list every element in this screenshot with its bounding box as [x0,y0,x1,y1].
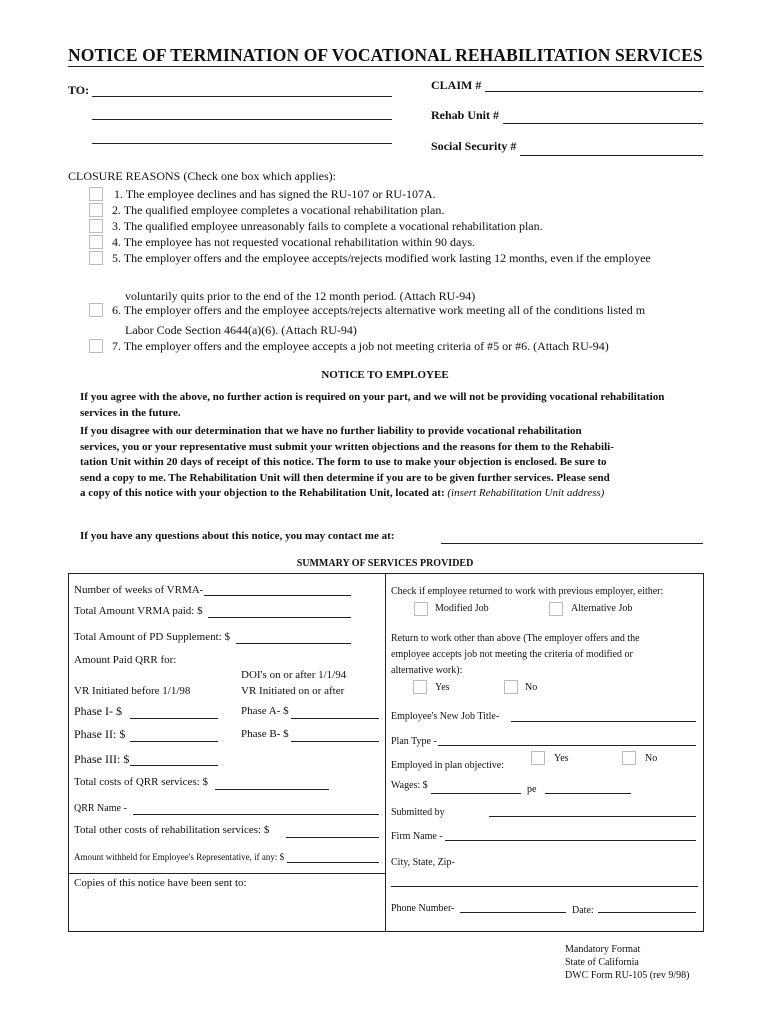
footer-form-number: DWC Form RU-105 (rev 9/98) [565,970,690,981]
amount-qrr-label: Amount Paid QRR for: [74,654,177,666]
phase-3-label: Phase III: $ [74,752,130,766]
weeks-vrma-label: Number of weeks of VRMA- [74,584,204,596]
contact-label: If you have any questions about this notice, you may contact me at: [80,530,395,542]
closure-heading: CLOSURE REASONS (Check one box which applies): [68,169,336,183]
total-qrr-label: Total costs of QRR services: $ [74,776,208,788]
notice-para-2-line-4: send a copy to me. The Rehabilitation Unit will then determine if you are to be given further services. Please send [80,471,610,484]
plan-type-label: Plan Type - [391,736,437,747]
to-line-3[interactable] [92,143,392,144]
rtw-no-checkbox[interactable] [504,680,518,694]
city-state-zip-field[interactable] [391,886,698,887]
new-job-title-label: Employee's New Job Title- [391,711,500,722]
to-line-2[interactable] [92,119,392,120]
rtw-yes-label: Yes [435,682,450,693]
qrr-name-field[interactable] [133,814,379,815]
notice-para-2-line-2: services, you or your representative must submit your written objections and the reasons for them to the Rehabili- [80,440,614,453]
to-label: TO: [68,83,90,97]
withheld-field[interactable] [287,862,379,863]
notice-para-2-line-3: tation Unit within 20 days of receipt of this notice. The form to use to make your objection is enclosed. Be sure to [80,456,607,469]
phone-field[interactable] [460,912,566,913]
total-qrr-field[interactable] [215,789,329,790]
date-label: Date: [572,905,594,916]
summary-left-divider [68,873,385,874]
total-pd-label: Total Amount of PD Supplement: $ [74,631,230,643]
dois-after-label: DOI's on or after 1/1/94 [241,669,347,681]
closure-item-3: 3. The qualified employee unreasonably fails to complete a vocational rehabilitation plan. [112,219,543,233]
date-field[interactable] [598,912,696,913]
employed-yes-label: Yes [554,753,569,764]
closure-checkbox-3[interactable] [89,219,103,233]
submitted-by-label: Submitted by [391,807,445,818]
notice-para-2-line-5-text: a copy of this notice with your objection to the Rehabilitation Unit, located at: [80,487,445,500]
wages-label: Wages: $ [391,780,428,791]
page-title: NOTICE OF TERMINATION OF VOCATIONAL REHABILITATION SERVICES [68,45,703,65]
rtw-line-3: alternative work): [391,665,463,676]
notice-heading: NOTICE TO EMPLOYEE [321,369,449,381]
closure-checkbox-6[interactable] [89,303,103,317]
closure-item-6-cont: Labor Code Section 4644(a)(6). (Attach RU-94) [125,323,357,337]
per-field[interactable] [545,793,631,794]
employed-in-plan-label: Employed in plan objective: [391,760,505,771]
title-rule [68,66,704,67]
rtw-no-label: No [525,682,538,693]
employed-no-label: No [645,753,658,764]
withheld-label: Amount withheld for Employee's Representative, if any: $ [74,852,285,862]
claim-field[interactable] [485,91,703,92]
closure-item-7: 7. The employer offers and the employee accepts a job not meeting criteria of #5 or #6. (Attach RU-94) [112,339,609,353]
check-returned-label: Check if employee returned to work with previous employer, either: [391,586,664,597]
closure-checkbox-4[interactable] [89,235,103,249]
notice-para-2-line-1: If you disagree with our determination that we have no further liability to provide vocational rehabilitation [80,425,582,437]
total-pd-field[interactable] [236,643,351,644]
closure-checkbox-7[interactable] [89,339,103,353]
summary-heading: SUMMARY OF SERVICES PROVIDED [296,558,474,569]
ssn-label: Social Security # [431,139,517,153]
weeks-vrma-field[interactable] [204,595,351,596]
firm-name-label: Firm Name - [391,831,443,842]
rehab-unit-label: Rehab Unit # [431,108,500,122]
closure-checkbox-1[interactable] [89,187,103,201]
phone-label: Phone Number- [391,903,455,914]
closure-checkbox-5[interactable] [89,251,103,265]
city-state-zip-label: City, State, Zip- [391,857,455,868]
closure-item-6: 6. The employer offers and the employee accepts/rejects alternative work meeting all of the conditions listed m [112,303,646,317]
ssn-field[interactable] [520,155,703,156]
employed-yes-checkbox[interactable] [531,751,545,765]
total-vrma-field[interactable] [208,617,351,618]
closure-item-1: 1. The employee declines and has signed the RU-107 or RU-107A. [114,187,436,201]
closure-checkbox-2[interactable] [89,203,103,217]
modified-job-label: Modified Job [435,603,489,614]
phase-a-label: Phase A- $ [241,705,289,717]
footer-state: State of California [565,957,639,968]
summary-divider [385,573,386,931]
notice-para-1: If you agree with the above, no further action is required on your part, and we will not be providing vocational rehabilitation services in the future. [80,391,665,419]
notice-para-2 [80,424,710,502]
employed-no-checkbox[interactable] [622,751,636,765]
rtw-line-2: employee accepts job not meeting the criteria of modified or [391,649,633,660]
rehab-unit-field[interactable] [503,123,703,124]
phase-2-field[interactable] [130,741,218,742]
closure-item-5-cont: voluntarily quits prior to the end of the 12 month period. (Attach RU-94) [125,289,476,303]
alternative-job-label: Alternative Job [571,603,633,614]
copies-label: Copies of this notice have been sent to: [74,877,247,889]
qrr-name-label: QRR Name - [74,803,127,814]
phase-b-label: Phase B- $ [241,728,289,740]
submitted-by-field[interactable] [489,816,696,817]
to-line-1[interactable] [92,96,392,97]
rtw-line-1: Return to work other than above (The employer offers and the [391,633,640,644]
alternative-job-checkbox[interactable] [549,602,563,616]
phase-1-field[interactable] [130,718,218,719]
per-label: pe [527,784,537,795]
phase-2-label: Phase II: $ [74,727,126,741]
footer-mandatory-format: Mandatory Format [565,944,641,955]
firm-name-field[interactable] [445,840,696,841]
contact-field[interactable] [441,543,703,544]
phase-1-label: Phase I- $ [74,704,122,718]
claim-label: CLAIM # [431,78,482,92]
unit-address-placeholder: (insert Rehabilitation Unit address) [447,487,605,500]
wages-field[interactable] [431,793,521,794]
total-vrma-label: Total Amount VRMA paid: $ [74,605,203,617]
new-job-title-field[interactable] [511,721,696,722]
phase-b-field[interactable] [291,741,379,742]
closure-item-4: 4. The employee has not requested vocational rehabilitation within 90 days. [112,235,476,249]
modified-job-checkbox[interactable] [414,602,428,616]
total-other-label: Total other costs of rehabilitation services: $ [74,824,270,836]
total-other-field[interactable] [286,837,379,838]
closure-item-2: 2. The qualified employee completes a vocational rehabilitation plan. [112,203,445,217]
vr-before-label: VR Initiated before 1/1/98 [74,685,191,697]
phase-a-field[interactable] [291,718,379,719]
notice-para-2-line-5 [80,486,710,502]
rtw-yes-checkbox[interactable] [413,680,427,694]
closure-item-5: 5. The employer offers and the employee accepts/rejects modified work lasting 12 months, even if the employee [112,251,651,265]
phase-3-field[interactable] [130,765,218,766]
vr-after-label: VR Initiated on or after [241,685,345,697]
plan-type-field[interactable] [438,745,696,746]
